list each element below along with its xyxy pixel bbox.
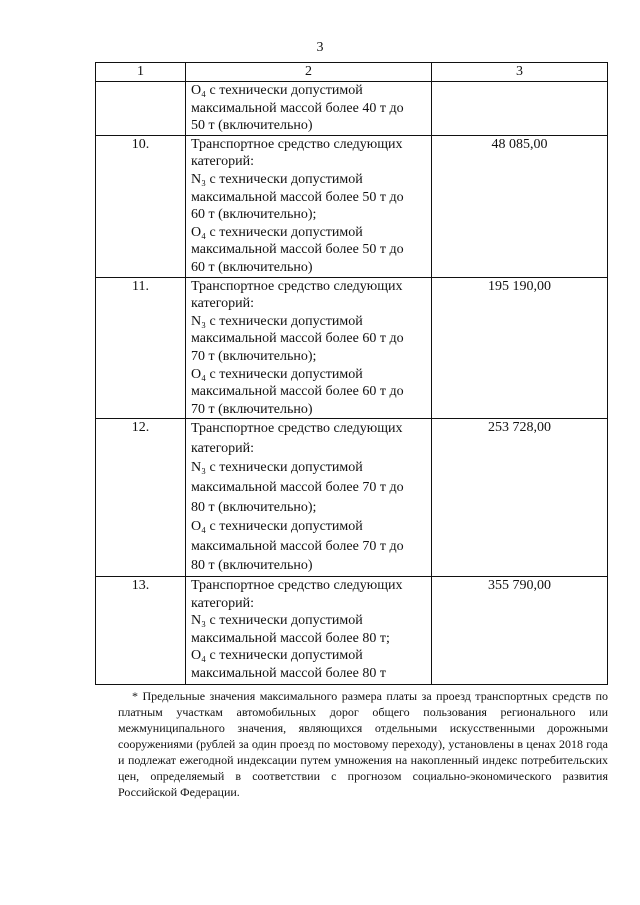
row-description bbox=[186, 577, 432, 685]
description-line: N₃ с технически допустимой bbox=[191, 460, 363, 476]
description-line: категорий: bbox=[191, 154, 255, 170]
description-line: максимальной массой более 50 т до bbox=[191, 242, 404, 258]
description-line: N₃ с технически допустимой bbox=[191, 613, 363, 629]
table-row bbox=[96, 135, 608, 277]
column-header-price: 3 bbox=[432, 63, 608, 82]
description-line: категорий: bbox=[191, 440, 255, 456]
description-line: O₄ с технически допустимой bbox=[191, 648, 363, 664]
row-number: 10. bbox=[96, 135, 186, 277]
description-line: максимальной массой более 80 т bbox=[191, 666, 386, 681]
table-row bbox=[96, 277, 608, 419]
description-line: максимальной массой более 50 т до bbox=[191, 189, 404, 205]
description-line: O₄ с технически допустимой bbox=[191, 224, 363, 240]
description-line: O₄ с технически допустимой bbox=[191, 519, 363, 535]
description-line: максимальной массой более 70 т до bbox=[191, 538, 404, 554]
row-number: 13. bbox=[96, 577, 186, 685]
table-row bbox=[96, 577, 608, 685]
description-line: Транспортное средство следующих bbox=[191, 578, 403, 594]
row-description bbox=[186, 277, 432, 419]
row-number bbox=[96, 82, 186, 136]
description-line: Транспортное средство следующих bbox=[191, 278, 403, 294]
footnote: * Предельные значения максимального размера платы за проезд транспортных средств по платным участкам автомобильных дорог общего пользования регионального или межмуниципального значения, являющихся отдельными искусственными дорожными сооружениями (рублей за один проезд по мостовому переходу), установлены в ценах 2018 года и подлежат ежегодной индексации путем умножения на накопленный индекс потребительских цен, определяемый в соответствии с прогнозом социально-экономического развития Российской Федерации. bbox=[118, 689, 608, 799]
description-line: O₄ с технически допустимой bbox=[191, 83, 363, 98]
description-line: категорий: bbox=[191, 595, 255, 611]
row-description bbox=[186, 82, 432, 136]
table-row bbox=[96, 419, 608, 577]
row-price: 355 790,00 bbox=[432, 577, 608, 685]
row-price bbox=[432, 82, 608, 136]
page-number: 3 bbox=[316, 40, 324, 55]
table-row bbox=[96, 82, 608, 136]
description-line: 50 т (включительно) bbox=[191, 118, 313, 134]
description-line: Транспортное средство следующих bbox=[191, 421, 403, 437]
row-number: 12. bbox=[96, 419, 186, 577]
description-line: 60 т (включительно); bbox=[191, 207, 317, 223]
description-line: 80 т (включительно); bbox=[191, 499, 317, 515]
description-line: 70 т (включительно); bbox=[191, 348, 317, 364]
description-line: Транспортное средство следующих bbox=[191, 136, 403, 152]
row-price: 48 085,00 bbox=[432, 135, 608, 277]
table-header-row bbox=[96, 63, 608, 82]
row-description bbox=[186, 135, 432, 277]
description-line: 60 т (включительно) bbox=[191, 259, 313, 275]
description-line: 80 т (включительно) bbox=[191, 558, 313, 574]
column-header-number: 1 bbox=[96, 63, 186, 82]
description-line: максимальной массой более 40 т до bbox=[191, 100, 404, 116]
tariff-table bbox=[95, 62, 608, 685]
row-description bbox=[186, 419, 432, 577]
description-line: O₄ с технически допустимой bbox=[191, 366, 363, 382]
row-price: 253 728,00 bbox=[432, 419, 608, 577]
row-number: 11. bbox=[96, 277, 186, 419]
description-line: максимальной массой более 60 т до bbox=[191, 384, 404, 400]
column-header-description: 2 bbox=[186, 63, 432, 82]
description-line: N₃ с технически допустимой bbox=[191, 171, 363, 187]
description-line: N₃ с технически допустимой bbox=[191, 313, 363, 329]
description-line: максимальной массой более 70 т до bbox=[191, 480, 404, 496]
description-line: категорий: bbox=[191, 296, 255, 312]
row-price: 195 190,00 bbox=[432, 277, 608, 419]
description-line: 70 т (включительно) bbox=[191, 401, 313, 417]
description-line: максимальной массой более 80 т; bbox=[191, 630, 390, 646]
description-line: максимальной массой более 60 т до bbox=[191, 331, 404, 347]
